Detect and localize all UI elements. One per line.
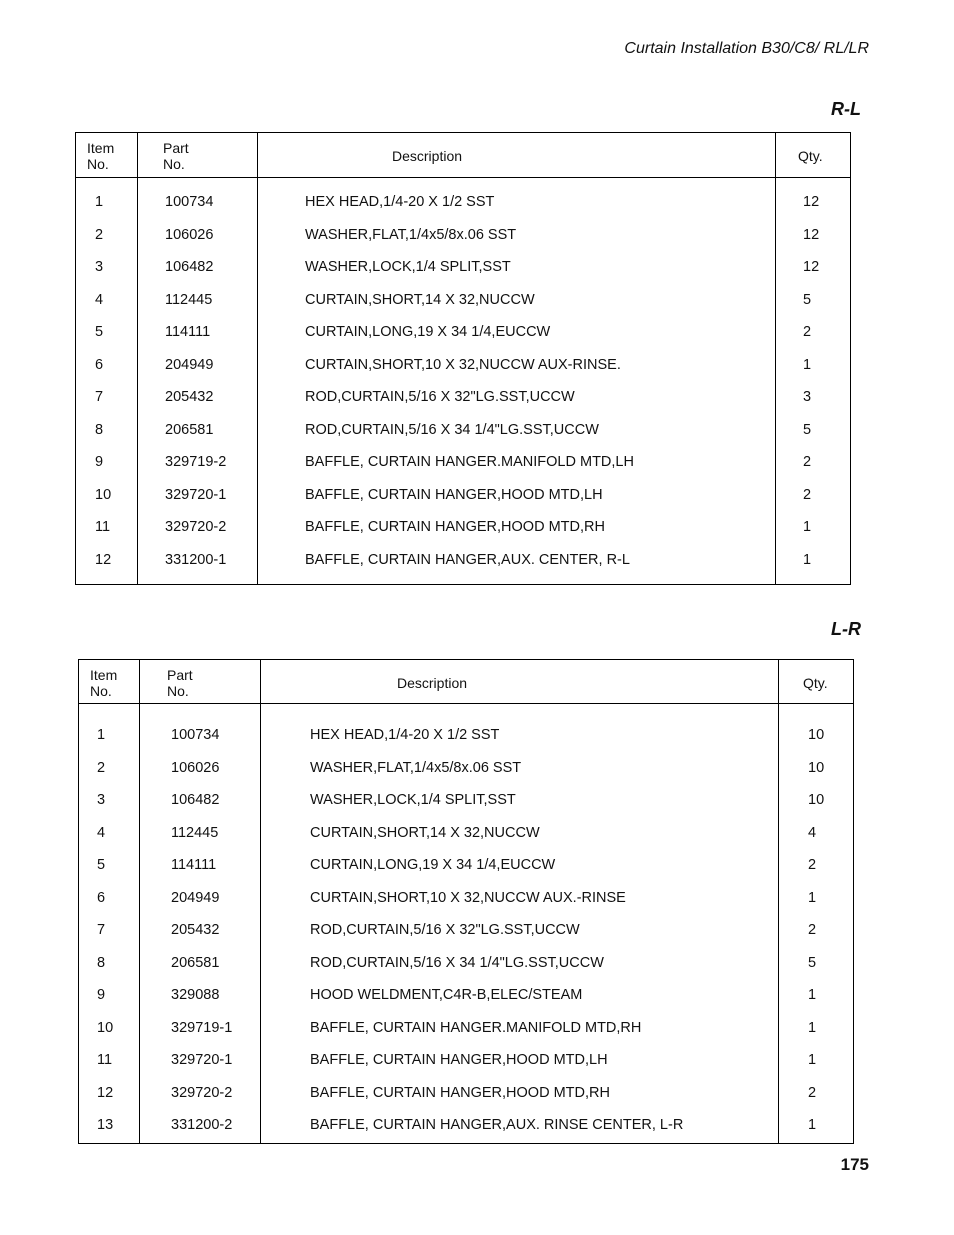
header-part-no: Part No. [167, 667, 193, 699]
cell-part: 331200-1 [165, 551, 227, 568]
cell-item: 2 [97, 759, 106, 776]
cell-part: 329720-1 [165, 486, 227, 503]
cell-qty: 2 [808, 922, 817, 938]
cell-item: 12 [97, 1084, 114, 1101]
cell-qty: 1 [803, 551, 812, 568]
cell-description: BAFFLE, CURTAIN HANGER.MANIFOLD MTD,RH [310, 1019, 642, 1036]
cell-qty: 2 [803, 486, 812, 503]
table-row [76, 320, 850, 344]
cell-part: 100734 [171, 727, 220, 743]
table-row [79, 983, 853, 1007]
cell-part: 329720-2 [165, 519, 227, 535]
cell-description: ROD,CURTAIN,5/16 X 32"LG.SST,UCCW [305, 389, 575, 405]
cell-description: BAFFLE, CURTAIN HANGER,HOOD MTD,RH [310, 1084, 610, 1101]
cell-part: 329088 [171, 987, 220, 1003]
cell-qty: 12 [803, 259, 820, 275]
table-row [76, 418, 850, 442]
cell-item: 9 [97, 987, 106, 1003]
cell-item: 1 [97, 727, 106, 743]
section-label-r-l: R-L [831, 99, 861, 119]
table-row [79, 951, 853, 975]
cell-qty: 3 [803, 389, 812, 405]
cell-part: 205432 [171, 922, 220, 938]
table-row [76, 255, 850, 279]
cell-description: CURTAIN,SHORT,10 X 32,NUCCW AUX.-RINSE [310, 889, 626, 906]
cell-item: 8 [95, 421, 104, 438]
cell-item: 6 [97, 889, 106, 906]
cell-description: HOOD WELDMENT,C4R-B,ELEC/STEAM [310, 987, 583, 1003]
cell-description: CURTAIN,LONG,19 X 34 1/4,EUCCW [305, 324, 551, 340]
header-part-no: Part No. [163, 140, 189, 172]
cell-qty: 4 [808, 824, 817, 841]
cell-description: CURTAIN,SHORT,14 X 32,NUCCW [310, 824, 540, 841]
cell-part: 114111 [165, 324, 211, 340]
cell-qty: 12 [803, 226, 820, 243]
cell-qty: 5 [808, 954, 817, 971]
cell-item: 11 [95, 519, 111, 535]
cell-qty: 1 [808, 889, 817, 906]
cell-item: 8 [97, 954, 106, 971]
cell-item: 3 [95, 259, 104, 275]
cell-description: BAFFLE, CURTAIN HANGER,HOOD MTD,LH [305, 486, 603, 503]
cell-part: 331200-2 [171, 1117, 233, 1133]
cell-description: WASHER,FLAT,1/4x5/8x.06 SST [305, 226, 517, 243]
table-row [76, 450, 850, 474]
cell-item: 4 [97, 824, 106, 841]
table-row [79, 756, 853, 780]
cell-item: 10 [95, 486, 112, 503]
table-row [76, 483, 850, 507]
cell-part: 106026 [171, 759, 220, 776]
cell-description: ROD,CURTAIN,5/16 X 34 1/4"LG.SST,UCCW [305, 421, 599, 438]
cell-description: BAFFLE, CURTAIN HANGER,AUX. CENTER, R-L [305, 551, 630, 568]
cell-description: HEX HEAD,1/4-20 X 1/2 SST [310, 727, 500, 743]
cell-part: 206581 [171, 954, 220, 971]
cell-part: 106026 [165, 226, 214, 243]
table-row [76, 548, 850, 572]
cell-qty: 1 [808, 1052, 817, 1068]
cell-qty: 1 [803, 519, 812, 535]
cell-item: 12 [95, 551, 112, 568]
cell-description: ROD,CURTAIN,5/16 X 34 1/4"LG.SST,UCCW [310, 954, 604, 971]
cell-item: 1 [95, 194, 104, 210]
header-qty: Qty. [798, 148, 823, 164]
page-number: 175 [840, 1155, 869, 1174]
header-item-no: Item No. [90, 667, 118, 699]
cell-qty: 5 [803, 421, 812, 438]
cell-item: 10 [97, 1019, 114, 1036]
cell-part: 205432 [165, 389, 214, 405]
cell-item: 3 [97, 792, 106, 808]
table-row [79, 723, 853, 747]
cell-qty: 2 [808, 1084, 817, 1101]
table-row [79, 1048, 853, 1072]
cell-part: 106482 [171, 792, 220, 808]
header-description: Description [392, 148, 463, 164]
table-row [76, 223, 850, 247]
cell-qty: 1 [808, 1019, 817, 1036]
cell-qty: 10 [808, 792, 825, 808]
cell-part: 206581 [165, 421, 214, 438]
cell-item: 7 [97, 922, 106, 938]
cell-description: HEX HEAD,1/4-20 X 1/2 SST [305, 194, 495, 210]
cell-description: BAFFLE, CURTAIN HANGER,HOOD MTD,RH [305, 519, 605, 535]
page-header-title: Curtain Installation B30/C8/ RL/LR [624, 40, 869, 57]
cell-description: BAFFLE, CURTAIN HANGER,HOOD MTD,LH [310, 1052, 608, 1068]
table-row [76, 515, 850, 539]
cell-part: 112445 [165, 291, 213, 308]
cell-description: CURTAIN,SHORT,10 X 32,NUCCW AUX-RINSE. [305, 356, 621, 373]
cell-qty: 1 [808, 1117, 817, 1133]
table-row [76, 288, 850, 312]
cell-description: WASHER,LOCK,1/4 SPLIT,SST [310, 792, 516, 808]
cell-item: 2 [95, 226, 104, 243]
table-row [79, 1016, 853, 1040]
cell-description: WASHER,FLAT,1/4x5/8x.06 SST [310, 759, 522, 776]
cell-qty: 10 [808, 727, 825, 743]
table-row [79, 853, 853, 877]
parts-table-r-l [75, 132, 851, 585]
cell-part: 112445 [171, 824, 219, 841]
table-header [76, 133, 850, 178]
cell-qty: 2 [808, 857, 817, 873]
cell-item: 13 [97, 1117, 114, 1133]
cell-qty: 2 [803, 454, 812, 470]
table-row [79, 788, 853, 812]
table-row [76, 385, 850, 409]
header-qty: Qty. [803, 675, 828, 691]
cell-description: BAFFLE, CURTAIN HANGER,AUX. RINSE CENTER, L-R [310, 1117, 684, 1133]
cell-part: 106482 [165, 259, 214, 275]
cell-part: 114111 [171, 857, 217, 873]
parts-table-l-r [78, 659, 854, 1144]
header-description: Description [397, 675, 468, 691]
header-item-no: Item No. [87, 140, 115, 172]
cell-qty: 12 [803, 194, 820, 210]
table-row [76, 190, 850, 214]
cell-part: 329719-1 [171, 1019, 233, 1036]
cell-qty: 5 [803, 291, 812, 308]
table-row [79, 1113, 853, 1137]
cell-qty: 1 [808, 987, 817, 1003]
cell-qty: 10 [808, 759, 825, 776]
cell-part: 329720-2 [171, 1084, 233, 1101]
cell-part: 100734 [165, 194, 214, 210]
table-row [79, 886, 853, 910]
table-row [76, 353, 850, 377]
cell-item: 7 [95, 389, 104, 405]
section-label-l-r: L-R [831, 619, 861, 639]
cell-qty: 2 [803, 324, 812, 340]
cell-description: WASHER,LOCK,1/4 SPLIT,SST [305, 259, 511, 275]
cell-item: 9 [95, 454, 104, 470]
cell-description: BAFFLE, CURTAIN HANGER.MANIFOLD MTD,LH [305, 454, 634, 470]
table-row [79, 918, 853, 942]
cell-item: 5 [95, 324, 104, 340]
cell-item: 4 [95, 291, 104, 308]
cell-item: 11 [97, 1052, 113, 1068]
cell-item: 5 [97, 857, 106, 873]
cell-part: 204949 [165, 356, 214, 373]
table-row [79, 821, 853, 845]
cell-part: 329719-2 [165, 454, 227, 470]
cell-part: 204949 [171, 889, 220, 906]
cell-qty: 1 [803, 356, 812, 373]
cell-description: CURTAIN,SHORT,14 X 32,NUCCW [305, 291, 535, 308]
cell-item: 6 [95, 356, 104, 373]
cell-part: 329720-1 [171, 1052, 233, 1068]
cell-description: CURTAIN,LONG,19 X 34 1/4,EUCCW [310, 857, 556, 873]
cell-description: ROD,CURTAIN,5/16 X 32"LG.SST,UCCW [310, 922, 580, 938]
table-row [79, 1081, 853, 1105]
